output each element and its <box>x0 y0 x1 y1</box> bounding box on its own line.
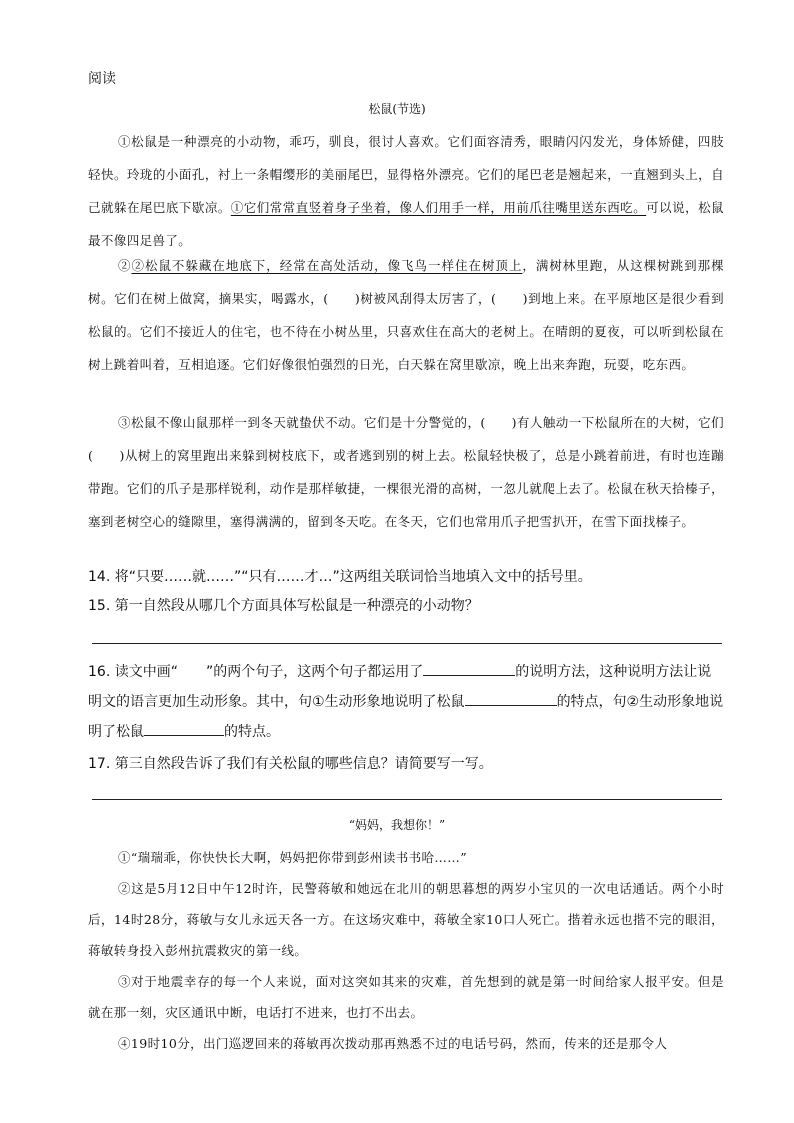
p2-underlined-sentence: ②松鼠不躲藏在地底下，经常在高处活动，像飞鸟一样住在树顶上 <box>131 258 523 273</box>
passage1-paragraph-3: ③松鼠不像山鼠那样一到冬天就蛰伏不动。它们是十分警觉的，( )有人触动一下松鼠所在的大树，它们( )从树上的窝里跑出来躲到树枝底下，或者逃到别的树上去。松鼠轻快极了，总是小跳着前进，有时也连蹦带跑。它们的爪子是那样锐利，动作是那样敏捷，一棵很光滑的高树，一忽儿就爬上去了。松鼠在秋天拾榛子，塞到老树空心的缝隙里，塞得满满的，留到冬天吃。在冬天，它们也常用爪子把雪扒开，在雪下面找榛子。 <box>88 415 724 529</box>
q16-part1: 16. 读文中画“ ”的两个句子，这两个句子都运用了 <box>88 664 424 680</box>
p1-text: ①松鼠是一种漂亮的小动物，乖巧，驯良，很讨人喜欢。它们面容清秀，眼睛闪闪发光，身体矫健，四肢轻快。玲珑的小面孔，衬上一条帽缨形的美丽尾巴，显得格外漂亮。它们的尾巴老是翘起来，一直翘到头上，自己就躲在尾巴底下歇凉。 <box>88 134 724 215</box>
q16-part4: 的特点。 <box>224 724 280 740</box>
question-14: 14. 将“只要……就……”“只有……才…”这两组关联词恰当地填入文中的括号里。 <box>88 569 592 585</box>
question-16 <box>88 657 724 747</box>
question-17: 17. 第三自然段告诉了我们有关松鼠的哪些信息？请简要写一写。 <box>88 756 493 772</box>
passage1-paragraph-2 <box>88 249 724 381</box>
passage1-paragraph-1 <box>88 125 724 257</box>
passage2-paragraph-1: ①“瑞瑞乖，你快快长大啊，妈妈把你带到彭州读书书哈……” <box>118 850 467 865</box>
q16-part2: 的说明方法，这种说明方法让说明文的语言更加生动形象。其中，句①生动形象地说明了松鼠 <box>88 664 712 710</box>
q16-blank-1[interactable] <box>423 661 515 676</box>
passage2-paragraph-4: ④19时10分，出门巡逻回来的蒋敏再次拨动那再熟悉不过的电话号码，然而，传来的还是那令人 <box>118 1036 668 1051</box>
answer-line-17[interactable] <box>92 799 722 800</box>
passage1-title: 松鼠(节选) <box>368 102 426 116</box>
passage2-paragraph-2: ②这是5月12日中午12时许，民警蒋敏和她远在北川的朝思暮想的两岁小宝贝的一次电话通话。两个小时后，14时28分，蒋敏与女儿永远天各一方。在这场灾难中，蒋敏全家10口人死亡。揩着永远也揩不完的眼泪，蒋敏转身投入彭州抗震救灾的第一线。 <box>88 881 724 958</box>
q16-part3: 的特点，句②生动形象地说明了松鼠 <box>88 694 724 740</box>
q16-blank-2[interactable] <box>465 691 557 706</box>
passage2-paragraph-3: ③对于地震幸存的每一个人来说，面对这突如其来的灾难，首先想到的就是第一时间给家人报平安。但是就在那一刻，灾区通讯中断，电话打不进来，也打不出去。 <box>88 974 724 1020</box>
q16-blank-3[interactable] <box>144 721 224 736</box>
section-heading: 阅读 <box>88 71 116 87</box>
p1-tail: 可以说，松鼠最不像四足兽了。 <box>88 200 724 248</box>
passage2-title: “妈妈，我想你！” <box>348 818 446 832</box>
question-15: 15. 第一自然段从哪几个方面具体写松鼠是一种漂亮的小动物？ <box>88 598 479 614</box>
p2-mark: ② <box>118 258 132 273</box>
p1-underlined-sentence: ①它们常常直竖着身子坐着，像人们用手一样，用前爪往嘴里送东西吃。 <box>230 200 647 215</box>
answer-line-15[interactable] <box>92 643 722 644</box>
p2-text: ，满树林里跑，从这棵树跳到那棵树。它们在树上做窝，摘果实，喝露水，( )树被风刮得太厉害了，( )到地上来。在平原地区是很少看到松鼠的。它们不接近人的住宅，也不待在小树丛里，只喜欢住在高大的老树上。在晴朗的夏夜，可以听到松鼠在树上跳着叫着，互相追逐。它们好像很怕强烈的日光，白天躲在窝里歇凉，晚上出来奔跑，玩耍，吃东西。 <box>88 258 724 372</box>
